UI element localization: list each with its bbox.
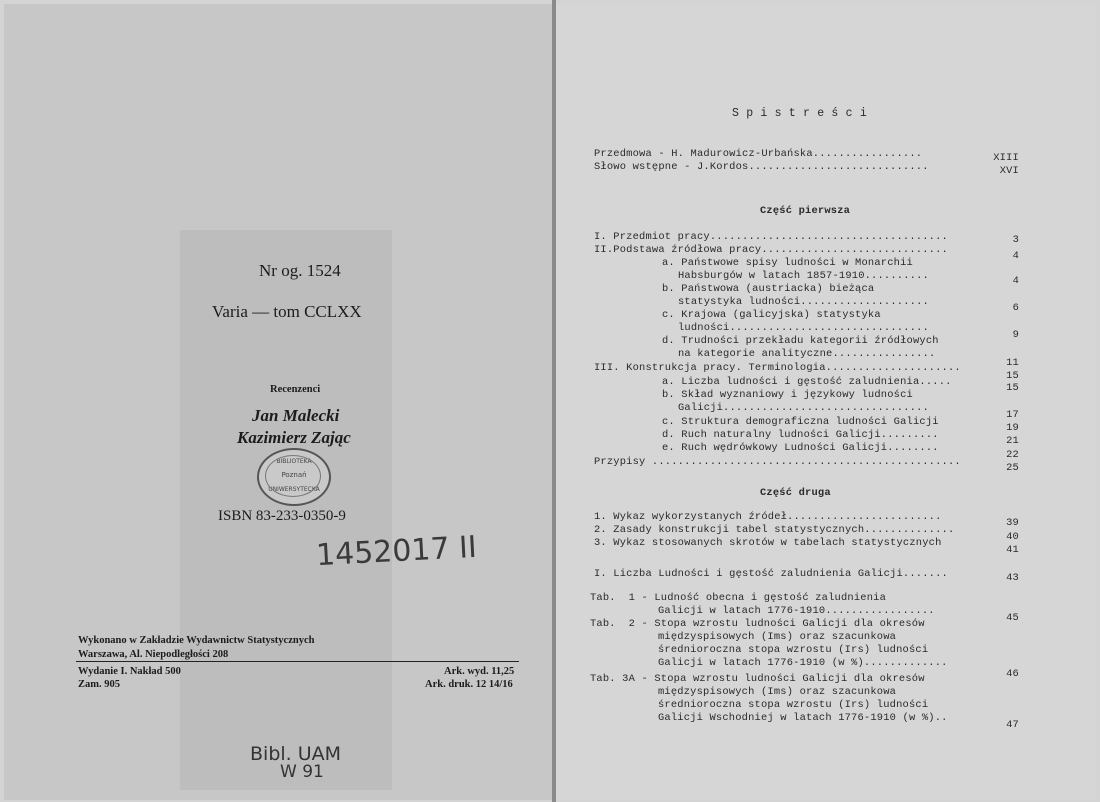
- toc-entry: II.Podstawa źródłowa pracy.............................: [594, 244, 948, 256]
- toc-page: 3: [1012, 234, 1019, 246]
- stamp-text: Poznań: [281, 471, 307, 479]
- publishing-sheets: Ark. wyd. 11,25: [444, 666, 515, 677]
- toc-entry: a. Liczba ludności i gęstość zaludnienia.....: [662, 376, 952, 388]
- toc-entry: d. Trudności przekładu kategorii źródłowych: [662, 335, 939, 347]
- toc-page: XVI: [999, 165, 1019, 177]
- handwritten-inventory-number: 1452017 II: [315, 529, 478, 574]
- right-page: [556, 4, 1096, 800]
- toc-entry: c. Krajowa (galicyjska) statystyka: [662, 309, 881, 321]
- reviewer-name: Kazimierz Zając: [237, 428, 351, 447]
- toc-entry: statystyka ludności....................: [678, 296, 929, 308]
- printing-sheets: Ark. druk. 12 14/16: [425, 679, 513, 690]
- divider: [76, 661, 519, 662]
- reviewers-label: Recenzenci: [270, 384, 321, 395]
- toc-entry: ludności...............................: [678, 322, 929, 334]
- toc-page: 11: [1006, 357, 1019, 369]
- left-page: [4, 4, 552, 800]
- edition-info: Wydanie I. Nakład 500: [78, 666, 181, 677]
- toc-page: 46: [1006, 668, 1019, 680]
- toc-page: XIII: [993, 152, 1019, 164]
- toc-page: 22: [1006, 449, 1019, 461]
- toc-page: 43: [1006, 572, 1019, 584]
- toc-page: 39: [1006, 517, 1019, 529]
- catalog-number: Nr og. 1524: [259, 261, 341, 280]
- printer-address: Warszawa, Al. Niepodległości 208: [78, 649, 229, 660]
- toc-entry: średnioroczna stopa wzrostu (Irs) ludności: [658, 699, 929, 711]
- toc-page: 9: [1012, 329, 1019, 341]
- part-heading: Część pierwsza: [760, 205, 851, 217]
- stamp-text: BIBLIOTEKA: [276, 458, 312, 465]
- part-heading: Część druga: [760, 487, 831, 499]
- toc-page: 4: [1012, 250, 1019, 262]
- toc-page: 21: [1006, 435, 1019, 447]
- toc-entry: Habsburgów w latach 1857-1910..........: [678, 270, 929, 282]
- toc-entry: Słowo wstępne - J.Kordos............................: [594, 161, 929, 173]
- reviewer-name: Jan Malecki: [252, 406, 340, 425]
- toc-entry: I. Przedmiot pracy.....................................: [594, 231, 948, 243]
- toc-entry: Galicji Wschodniej w latach 1776-1910 (w %)..: [658, 712, 948, 724]
- toc-entry: b. Skład wyznaniowy i językowy ludności: [662, 389, 913, 401]
- toc-page: 6: [1012, 302, 1019, 314]
- toc-page: 41: [1006, 544, 1019, 556]
- toc-page: 40: [1006, 531, 1019, 543]
- toc-entry: III. Konstrukcja pracy. Terminologia.....................: [594, 362, 961, 374]
- toc-entry: Tab. 3A - Stopa wzrostu ludności Galicji dla okresów: [590, 673, 925, 685]
- toc-entry: c. Struktura demograficzna ludności Galicji: [662, 416, 939, 428]
- toc-entry: Przypisy ................................................: [594, 456, 961, 468]
- library-stamp: [257, 448, 331, 506]
- toc-page: 4: [1012, 275, 1019, 287]
- toc-entry: Tab. 1 - Ludność obecna i gęstość zaludnienia: [590, 592, 887, 604]
- printer-line: Wykonano w Zakładzie Wydawnictw Statystycznych: [78, 635, 315, 646]
- isbn: ISBN 83-233-0350-9: [218, 508, 346, 524]
- toc-entry: d. Ruch naturalny ludności Galicji.........: [662, 429, 939, 441]
- toc-page: 15: [1006, 370, 1019, 382]
- toc-page: 47: [1006, 719, 1019, 731]
- toc-entry: a. Państwowe spisy ludności w Monarchii: [662, 257, 913, 269]
- toc-entry: międzyspisowych (Ims) oraz szacunkowa: [658, 631, 897, 643]
- toc-entry: Galicji w latach 1776-1910 (w %).............: [658, 657, 948, 669]
- toc-entry: I. Liczba Ludności i gęstość zaludnienia Galicji.......: [594, 568, 948, 580]
- toc-entry: międzyspisowych (Ims) oraz szacunkowa: [658, 686, 897, 698]
- toc-page: 19: [1006, 422, 1019, 434]
- library-mark: Bibl. UAM: [250, 743, 342, 765]
- toc-entry: b. Państwowa (austriacka) bieżąca: [662, 283, 875, 295]
- toc-page: 25: [1006, 462, 1019, 474]
- toc-entry: 2. Zasady konstrukcji tabel statystycznych..............: [594, 524, 955, 536]
- toc-entry: na kategorie analityczne................: [678, 348, 936, 360]
- toc-page: 15: [1006, 382, 1019, 394]
- toc-entry: 3. Wykaz stosowanych skrotów w tabelach statystycznych: [594, 537, 942, 549]
- stamp-text: UNIWERSYTECKA: [268, 486, 320, 493]
- toc-entry: Galicji w latach 1776-1910.................: [658, 605, 935, 617]
- toc-page: 45: [1006, 612, 1019, 624]
- toc-entry: 1. Wykaz wykorzystanych źródeł........................: [594, 511, 942, 523]
- toc-entry: Tab. 2 - Stopa wzrostu ludności Galicji dla okresów: [590, 618, 925, 630]
- library-mark: W 91: [280, 762, 324, 782]
- toc-entry: e. Ruch wędrówkowy Ludności Galicji........: [662, 442, 939, 454]
- toc-page: 17: [1006, 409, 1019, 421]
- order-number: Zam. 905: [78, 679, 120, 690]
- series-volume: Varia — tom CCLXX: [212, 302, 362, 321]
- toc-title: S p i s t r e ś c i: [732, 107, 867, 120]
- toc-entry: Galicji................................: [678, 402, 929, 414]
- toc-entry: Przedmowa - H. Madurowicz-Urbańska.................: [594, 148, 923, 160]
- toc-entry: średnioroczna stopa wzrostu (Irs) ludności: [658, 644, 929, 656]
